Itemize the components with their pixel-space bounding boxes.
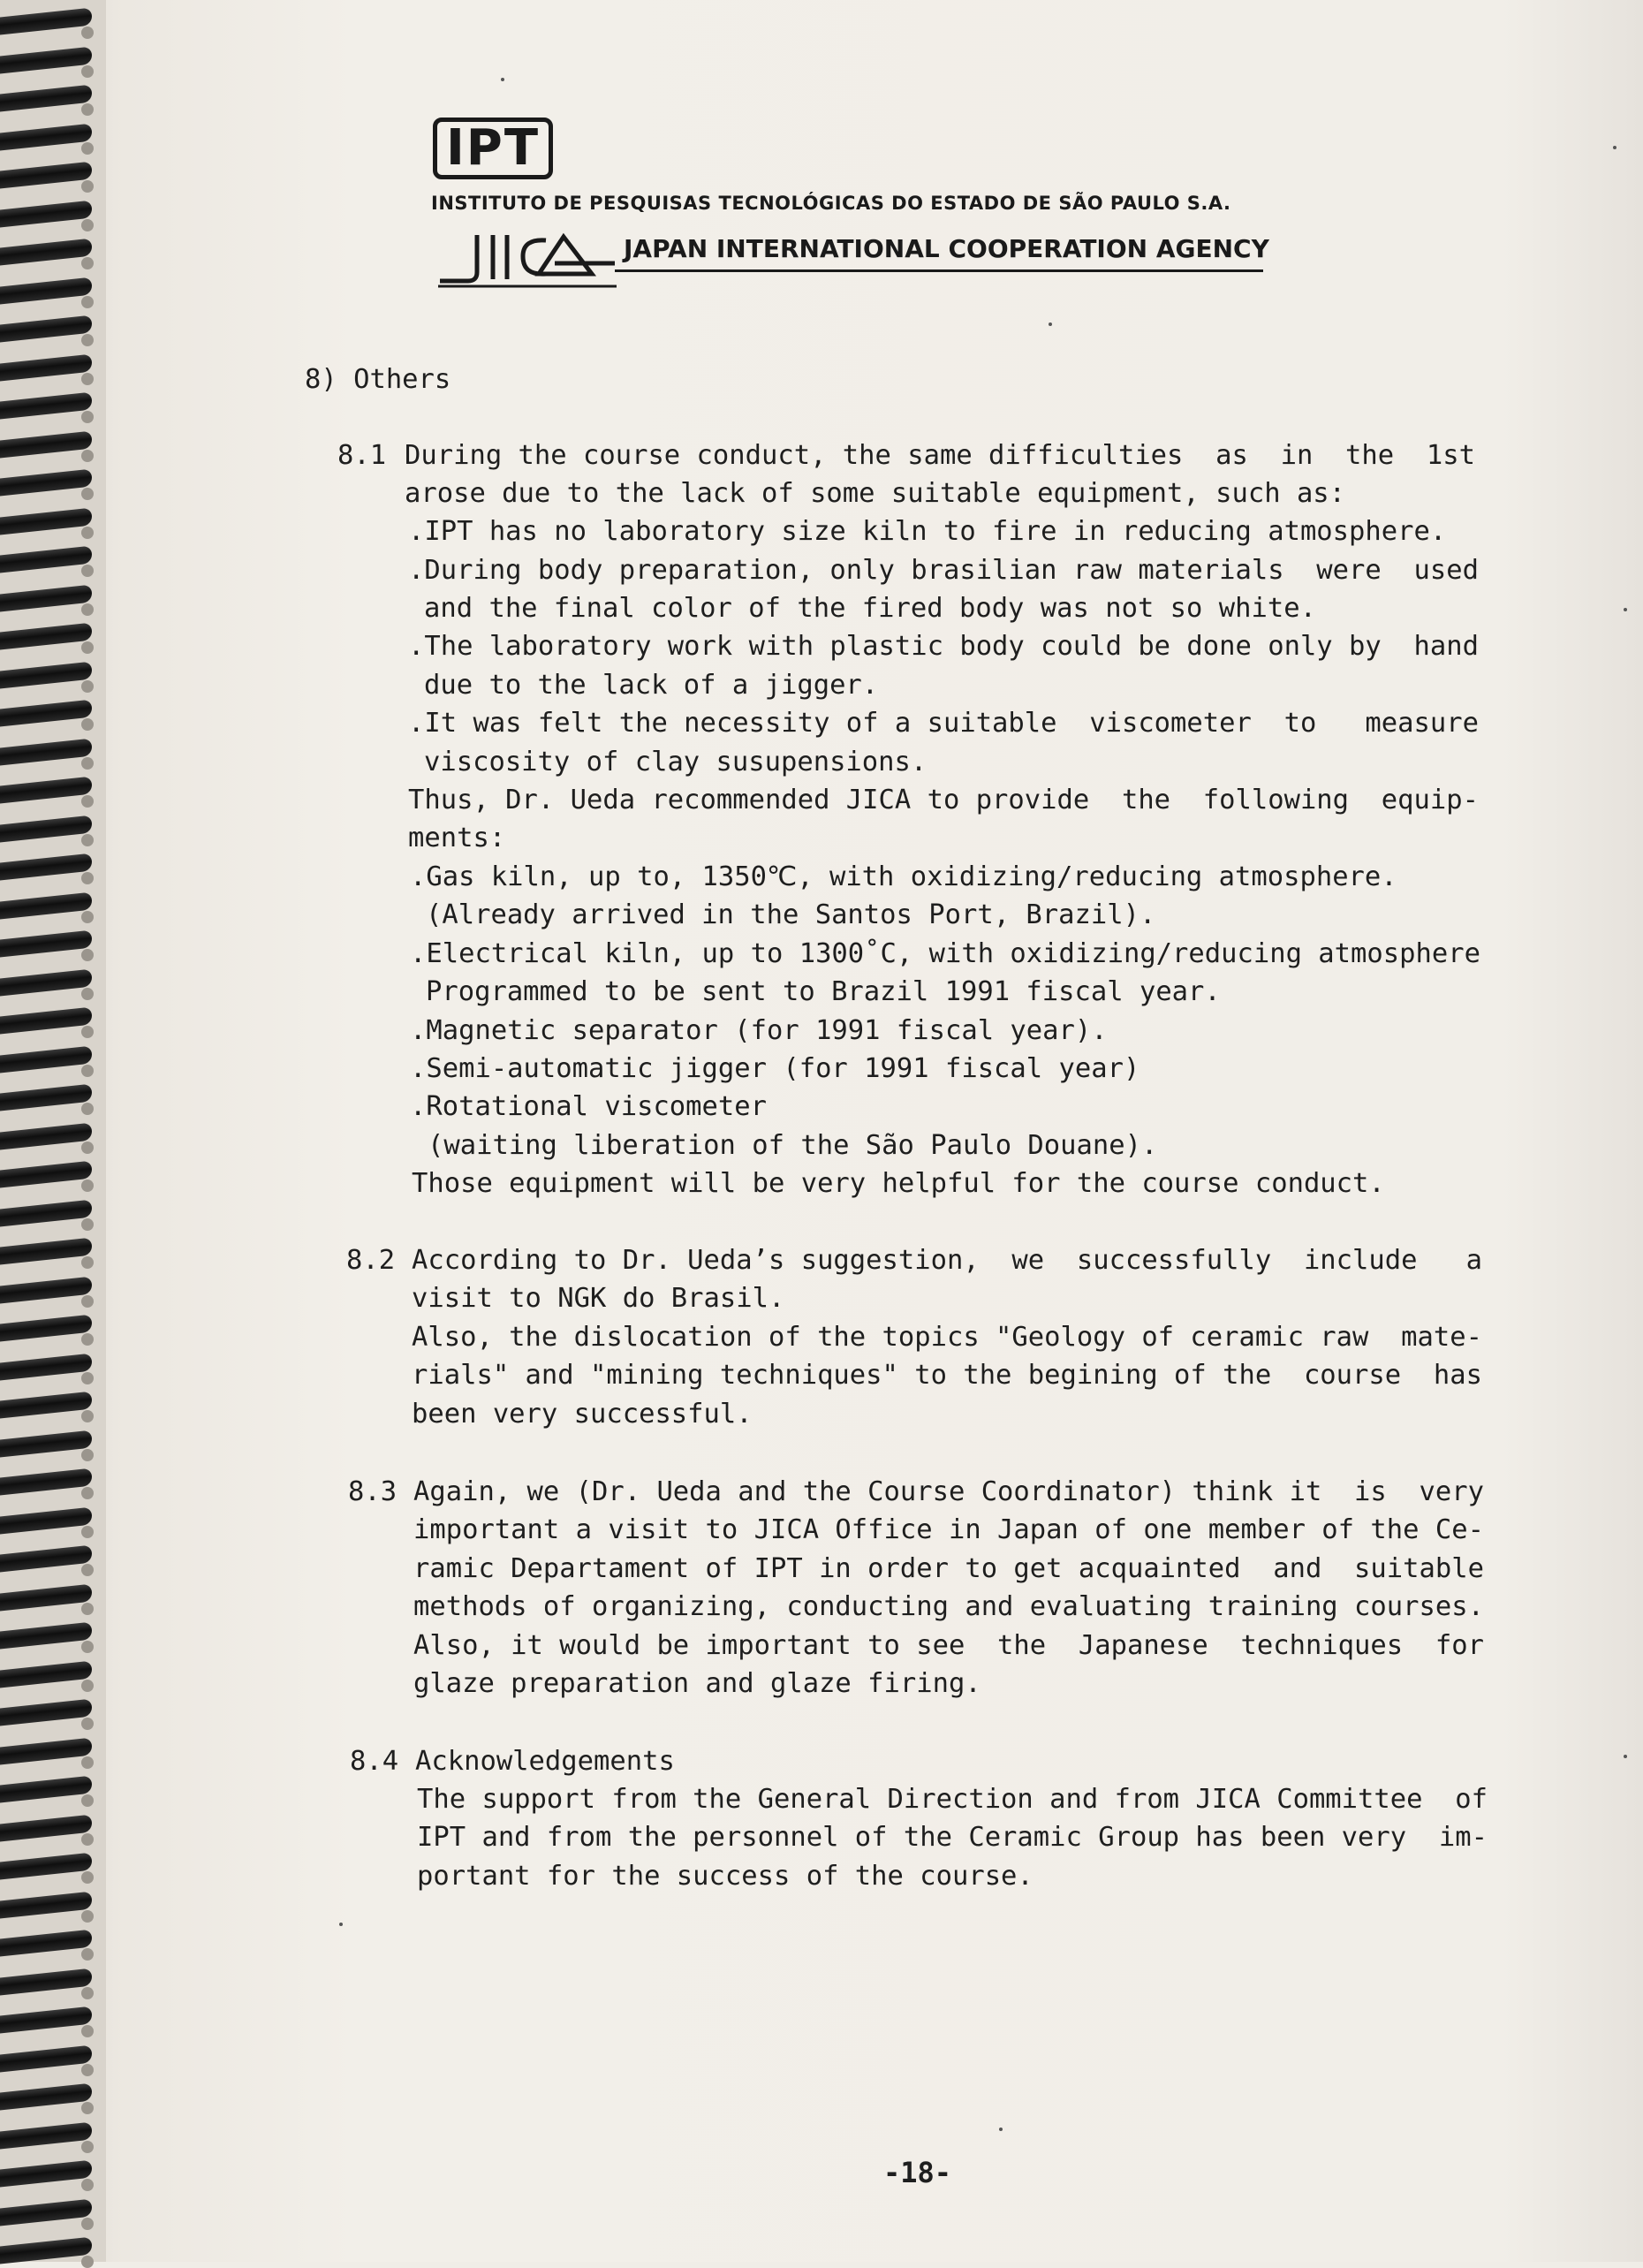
binding-hole [81,603,94,616]
binding-coil [0,661,92,688]
binding-coil [0,1891,92,1918]
binding-hole [81,296,94,308]
binding-coil [0,738,92,765]
binding-coil [0,546,92,573]
binding-hole [81,142,94,155]
binding-coil [0,1122,92,1149]
binding-coil [0,1968,92,1995]
jica-logo-icon [431,228,625,290]
binding-hole [81,680,94,693]
binding-hole [81,949,94,961]
binding-hole [81,1756,94,1769]
binding-hole [81,65,94,78]
binding-hole [81,1871,94,1884]
binding-coil [0,1776,92,1803]
binding-hole [81,2179,94,2191]
binding-hole [81,27,94,39]
binding-hole [81,834,94,846]
binding-hole [81,1987,94,1999]
list-item: .Gas kiln, up to, 1350℃, with oxidizing/reducing atmosphere. [410,861,1397,892]
binding-hole [81,1948,94,1961]
binding-hole [81,180,94,193]
paragraph-line: glaze preparation and glaze firing. [413,1668,981,1699]
list-item-continued: and the final color of the fired body was not so white. [424,593,1316,624]
binding-hole [81,488,94,500]
binding-coil [0,2121,92,2149]
paragraph-line: Also, it would be important to see the Japanese techniques for [413,1630,1484,1661]
binding-coil [0,2006,92,2034]
binding-coil [0,507,92,535]
ipt-logo-text: IPT [445,119,541,177]
binding-hole [81,1603,94,1615]
binding-hole [81,1641,94,1653]
binding-coil [0,1315,92,1342]
binding-hole [81,2256,94,2268]
binding-hole [81,1833,94,1846]
list-item: .Rotational viscometer [410,1091,767,1122]
paragraph-line: IPT and from the personnel of the Ceramic Group has been very im- [417,1822,1488,1853]
subsection-number-8-4: 8.4 [350,1746,399,1777]
list-item: .Electrical kiln, up to 1300˚C, with oxidizing/reducing atmosphere [410,938,1480,969]
binding-coil [0,46,92,73]
paper-speck [501,78,504,81]
binding-coil [0,853,92,881]
binding-hole [81,641,94,654]
binding-coil [0,2160,92,2188]
list-item-continued: (waiting liberation of the São Paulo Douane). [428,1130,1158,1161]
paragraph-line: been very successful. [412,1399,753,1430]
binding-coil [0,200,92,227]
binding-coil [0,891,92,919]
binding-coil [0,930,92,958]
binding-coil [0,1660,92,1688]
binding-hole [81,1103,94,1115]
binding-hole [81,257,94,269]
binding-coil [0,777,92,804]
paper-speck [999,2128,1003,2131]
binding-coil [0,2044,92,2072]
paragraph-line: visit to NGK do Brasil. [412,1283,785,1314]
binding-hole [81,1372,94,1384]
binding-hole [81,334,94,346]
subsection-title: Acknowledgements [415,1746,675,1777]
binding-coil [0,584,92,611]
ipt-logo [433,118,553,179]
binding-hole [81,1564,94,1576]
binding-coil [0,815,92,842]
binding-hole [81,1718,94,1730]
list-item-continued: viscosity of clay susupensions. [424,747,928,777]
paragraph-line: rials" and "mining techniques" to the begining of the course has [412,1360,1482,1391]
binding-hole [81,718,94,731]
binding-coil [0,1699,92,1726]
binding-coil [0,1353,92,1380]
list-item: .During body preparation, only brasilian raw materials were used [408,555,1479,586]
binding-hole [81,411,94,423]
paper-speck [1624,608,1627,611]
list-item: .Semi-automatic jigger (for 1991 fiscal year) [410,1053,1140,1084]
binding-coil [0,2198,92,2226]
list-item-continued: Programmed to be sent to Brazil 1991 fiscal year. [426,976,1221,1007]
binding-coil [0,1161,92,1188]
list-item: .Magnetic separator (for 1991 fiscal year). [410,1015,1108,1046]
binding-coil [0,2083,92,2111]
binding-hole [81,1487,94,1499]
binding-hole [81,1256,94,1269]
binding-coil [0,392,92,420]
spiral-binding [0,0,106,2262]
paragraph-line: During the course conduct, the same difficulties as in the 1st [405,440,1475,471]
paragraph-line: ments: [408,823,506,853]
institute-name: INSTITUTO DE PESQUISAS TECNOLÓGICAS DO ESTADO DE SÃO PAULO S.A. [431,193,1231,214]
binding-hole [81,1065,94,1077]
binding-hole [81,1295,94,1308]
binding-hole [81,1218,94,1231]
binding-hole [81,1410,94,1422]
binding-coil [0,277,92,304]
paragraph-line: Those equipment will be very helpful for the course conduct. [412,1168,1385,1199]
binding-hole [81,1794,94,1807]
binding-coil [0,8,92,35]
binding-coil [0,700,92,727]
paragraph-line: arose due to the lack of some suitable equipment, such as: [405,478,1346,509]
binding-coil [0,430,92,458]
subsection-number-8-3: 8.3 [348,1476,398,1507]
binding-coil [0,239,92,266]
binding-coil [0,1276,92,1303]
binding-coil [0,2237,92,2264]
subsection-number-8-1: 8.1 [337,440,387,471]
paragraph-line: According to Dr. Ueda’s suggestion, we successfully include a [412,1245,1482,1276]
letterhead-rule [615,269,1263,272]
binding-hole [81,1180,94,1192]
binding-hole [81,1910,94,1923]
binding-coil [0,1930,92,1957]
list-item: .IPT has no laboratory size kiln to fire in reducing atmosphere. [408,516,1447,547]
paper-speck [1613,146,1616,149]
binding-coil [0,1853,92,1880]
binding-coil [0,1430,92,1457]
binding-hole [81,1026,94,1038]
binding-coil [0,1045,92,1073]
paragraph-line: Again, we (Dr. Ueda and the Course Coordinator) think it is very [413,1476,1484,1507]
binding-coil [0,1238,92,1265]
binding-hole [81,1449,94,1461]
subsection-number-8-2: 8.2 [346,1245,396,1276]
binding-hole [81,103,94,116]
paragraph-line: portant for the success of the course. [417,1861,1034,1892]
binding-hole [81,795,94,808]
binding-hole [81,2102,94,2114]
list-item: .It was felt the necessity of a suitable viscometer to measure [408,708,1479,739]
paragraph-line: important a visit to JICA Office in Japan of one member of the Ce- [413,1514,1484,1545]
binding-hole [81,2218,94,2230]
binding-coil [0,123,92,150]
binding-coil [0,353,92,381]
section-heading: 8) Others [305,364,451,395]
binding-coil [0,315,92,343]
binding-coil [0,1084,92,1111]
binding-coil [0,1814,92,1841]
page-number: -18- [883,2156,952,2189]
binding-coil [0,623,92,650]
binding-hole [81,757,94,770]
binding-coil [0,162,92,189]
binding-coil [0,1392,92,1419]
binding-hole [81,1680,94,1692]
binding-coil [0,968,92,996]
binding-coil [0,1737,92,1764]
binding-coil [0,1199,92,1226]
binding-hole [81,872,94,884]
binding-coil [0,85,92,112]
binding-hole [81,2025,94,2037]
binding-hole [81,219,94,231]
binding-hole [81,373,94,385]
binding-hole [81,1333,94,1346]
binding-coil [0,1622,92,1650]
binding-coil [0,1506,92,1534]
list-item-continued: due to the lack of a jigger. [424,670,879,701]
binding-coil [0,1007,92,1035]
paper-speck [339,1923,343,1926]
paragraph-line: ramic Departament of IPT in order to get acquainted and suitable [413,1553,1484,1584]
paragraph-line: Thus, Dr. Ueda recommended JICA to provide the following equip- [408,785,1479,815]
paragraph-line: The support from the General Direction and from JICA Committee of [417,1784,1488,1815]
agency-name: JAPAN INTERNATIONAL COOPERATION AGENCY [624,234,1269,263]
binding-hole [81,1526,94,1538]
paragraph-line: methods of organizing, conducting and evaluating training courses. [413,1591,1484,1622]
binding-coil [0,1468,92,1496]
binding-hole [81,988,94,1000]
binding-hole [81,450,94,462]
binding-coil [0,1583,92,1611]
list-item: .The laboratory work with plastic body could be done only by hand [408,631,1479,662]
binding-hole [81,527,94,539]
binding-hole [81,911,94,923]
binding-coil [0,469,92,497]
binding-hole [81,565,94,577]
binding-hole [81,2141,94,2153]
paragraph-line: Also, the dislocation of the topics "Geology of ceramic raw mate- [412,1322,1482,1353]
binding-coil [0,1545,92,1573]
paper-speck [1049,322,1052,326]
binding-hole [81,1142,94,1154]
paper-speck [1624,1755,1627,1758]
list-item-continued: (Already arrived in the Santos Port, Brazil). [426,899,1156,930]
binding-hole [81,2064,94,2076]
